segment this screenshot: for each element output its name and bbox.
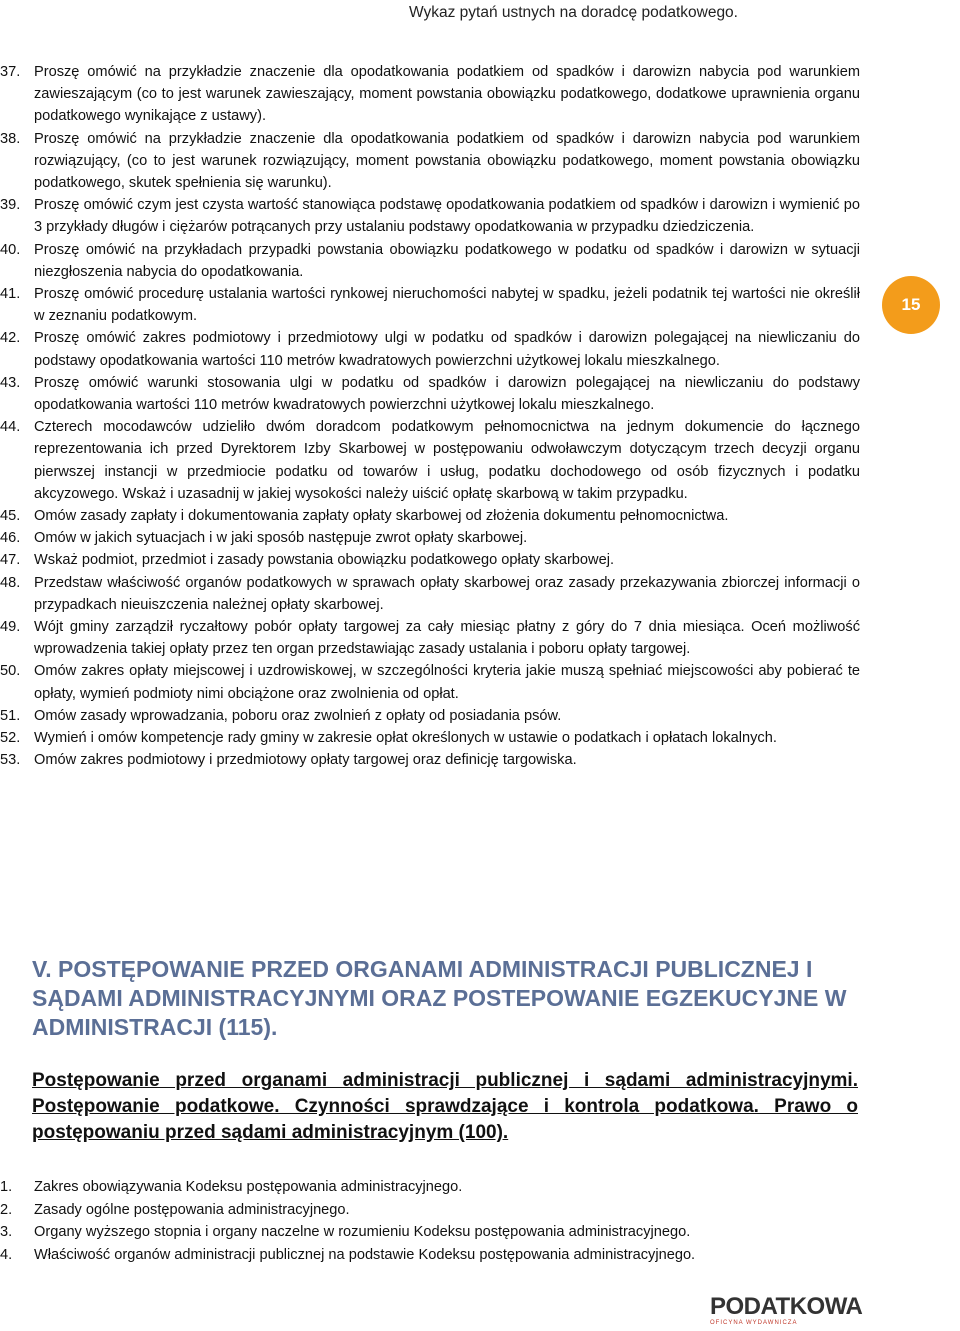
list-item: [0, 61, 860, 128]
list-item: [0, 327, 860, 371]
subsection-title: Postępowanie przed organami administracji publicznej i sądami administracyjnymi. Postępowanie podatkowe. Czynności sprawdzające i kontrola podatkowa. Prawo o postępowaniu przed sądami administracyjnym (100).: [32, 1070, 858, 1143]
list-item: [0, 1176, 860, 1199]
item-text: Zakres obowiązywania Kodeksu postępowania administracyjnego.: [34, 1179, 463, 1195]
item-text: Czterech mocodawców udzieliło dwóm doradcom podatkowym pełnomocnictwa na jednym dokumencie do łącznego reprezentowania ich przed Dyrektorem Izby Skarbowej w postępowaniu odwoławczym dotyczącym trzech decyzji organu pierwszej instancji w przedmiocie podatku od towarów i usług, podatku dochodowego od osób fizycznych i podatku akcyzowego. Wskaż i uzasadnij w jakiej wysokości należy uiścić opłatę skarbową w takim przypadku.: [34, 419, 860, 502]
item-text: Omów zasady zapłaty i dokumentowania zapłaty opłaty skarbowej od złożenia dokumentu pełnomocnictwa.: [34, 508, 729, 525]
item-text: Organy wyższego stopnia i organy naczelne w rozumieniu Kodeksu postępowania administracyjnego.: [34, 1224, 691, 1240]
item-text: Właściwość organów administracji publicznej na podstawie Kodeksu postępowania administracyjnego.: [34, 1246, 696, 1263]
list-item: [0, 283, 860, 327]
item-number: 4.: [0, 1246, 13, 1263]
list-item: [0, 372, 860, 416]
logo-tagline: OFICYNA WYDAWNICZA: [710, 1320, 798, 1326]
list-item: [0, 527, 860, 549]
publisher-logo: [710, 1293, 863, 1329]
item-text: Omów zasady wprowadzania, poboru oraz zwolnień z opłaty od posiadania psów.: [34, 707, 562, 724]
item-number: 37.: [0, 64, 21, 80]
item-number: 38.: [0, 130, 21, 147]
page-header: Wykaz pytań ustnych na doradcę podatkowego.: [408, 4, 738, 21]
list-item: [0, 549, 860, 571]
list-item: [0, 1221, 860, 1244]
item-text: Proszę omówić czym jest czysta wartość stanowiąca podstawę opodatkowania podatkiem od spadków i darowizn i wymienić po 3 przykłady długów i ciężarów potrącanych przy ustalaniu podstawy opodatkowania w przypadku dziedziczenia.: [34, 197, 860, 236]
item-text: Proszę omówić warunki stosowania ulgi w podatku od spadków i darowizn polegającej na niewliczaniu do podstawy opodatkowania wartości 110 metrów kwadratowych powierzchni użytkowej lokalu mieszkalnego.: [34, 374, 860, 414]
item-number: 50.: [0, 663, 21, 680]
item-text: Proszę omówić na przykładzie znaczenie dla opodatkowania podatkiem od spadków i darowizn nabycia pod warunkiem rozwiązujący, (co to jest warunek rozwiązujący, moment powstania obowiązku podatkowego, moment powstania obowiązku podatkowego, skutek spełnienia się warunku).: [34, 130, 860, 192]
list-item: [0, 1199, 860, 1222]
item-text: Proszę omówić procedurę ustalania wartości rynkowej nieruchomości nabytej w spadku, jeżeli podatnik tej wartości nie określił w zeznaniu podatkowym.: [34, 286, 860, 325]
item-text: Omów zakres podmiotowy i przedmiotowy opłaty targowej oraz definicję targowiska.: [34, 752, 577, 769]
topic-list: [0, 1176, 860, 1266]
item-text: Wójt gminy zarządził ryczałtowy pobór opłaty targowej za cały miesiąc płatny z góry do 7 dnia miesiąca. Oceń możliwość wprowadzenia takiej opłaty przez ten organ przedstawiając zasady ustalania i poboru opłaty targowej.: [34, 619, 860, 658]
logo-name: PODATKOWA: [710, 1293, 863, 1320]
item-number: 47.: [0, 552, 21, 569]
item-number: 52.: [0, 730, 21, 747]
item-text: Wskaż podmiot, przedmiot i zasady powstania obowiązku podatkowego opłaty skarbowej.: [34, 552, 614, 569]
item-number: 48.: [0, 574, 21, 591]
list-item: [0, 660, 860, 704]
item-text: Proszę omówić zakres podmiotowy i przedmiotowy ulgi w podatku od spadków i darowizn polegającej na niewliczaniu do podstawy opodatkowania wartości 110 metrów kwadratowych powierzchni użytkowej lokalu mieszkalnego.: [34, 330, 860, 369]
item-text: Wymień i omów kompetencje rady gminy w zakresie opłat określonych w ustawie o podatkach i opłatach lokalnych.: [34, 730, 777, 747]
item-number: 40.: [0, 241, 21, 258]
item-number: 39.: [0, 197, 21, 214]
item-number: 46.: [0, 530, 21, 547]
item-text: Proszę omówić na przykładach przypadki powstania obowiązku podatkowego w podatku od spadków i darowizn w sytuacji niezgłoszenia nabycia do opodatkowania.: [34, 241, 860, 280]
question-list: [0, 61, 860, 772]
item-number: 1.: [0, 1179, 13, 1195]
item-number: 3.: [0, 1224, 13, 1240]
list-item: [0, 749, 860, 771]
list-item: [0, 416, 860, 505]
item-number: 53.: [0, 752, 21, 769]
item-number: 2.: [0, 1201, 13, 1218]
item-number: 49.: [0, 619, 21, 636]
section-title: V. POSTĘPOWANIE PRZED ORGANAMI ADMINISTRACJI PUBLICZNEJ I SĄDAMI ADMINISTRACYJNYMI ORAZ POSTEPOWANIE EGZEKUCYJNE W ADMINISTRACJI (115).: [32, 956, 847, 1040]
item-number: 51.: [0, 707, 21, 724]
list-item: [0, 194, 860, 238]
item-text: Przedstaw właściwość organów podatkowych w sprawach opłaty skarbowej oraz zasady przekazywania zbiorczej informacji o przypadkach nieuiszczenia należnej opłaty skarbowej.: [34, 574, 860, 613]
list-item: [0, 727, 860, 749]
item-text: Zasady ogólne postępowania administracyjnego.: [34, 1201, 350, 1218]
item-text: Omów w jakich sytuacjach i w jaki sposób następuje zwrot opłaty skarbowej.: [34, 530, 528, 547]
list-item: [0, 505, 860, 527]
item-number: 41.: [0, 286, 21, 303]
list-item: [0, 239, 860, 283]
item-text: Omów zakres opłaty miejscowej i uzdrowiskowej, w szczególności kryteria jakie muszą spełniać miejscowości aby pobierać te opłaty, wymień podmioty nimi obciążone oraz zwolnienia od opłat.: [34, 663, 860, 702]
item-text: Proszę omówić na przykładzie znaczenie dla opodatkowania podatkiem od spadków i darowizn nabycia pod warunkiem zawieszającym (co to jest warunek zawieszający, moment powstania obowiązku podatkowego, dodatkowe uprawnienia organu podatkowego wynikające z ustawy).: [34, 64, 860, 125]
list-item: [0, 705, 860, 727]
item-number: 42.: [0, 330, 21, 347]
list-item: [0, 572, 860, 616]
item-number: 44.: [0, 419, 21, 436]
page-number-badge: 15: [882, 276, 940, 334]
list-item: [0, 616, 860, 660]
item-number: 43.: [0, 374, 21, 391]
item-number: 45.: [0, 508, 21, 525]
list-item: [0, 128, 860, 195]
list-item: [0, 1244, 860, 1267]
